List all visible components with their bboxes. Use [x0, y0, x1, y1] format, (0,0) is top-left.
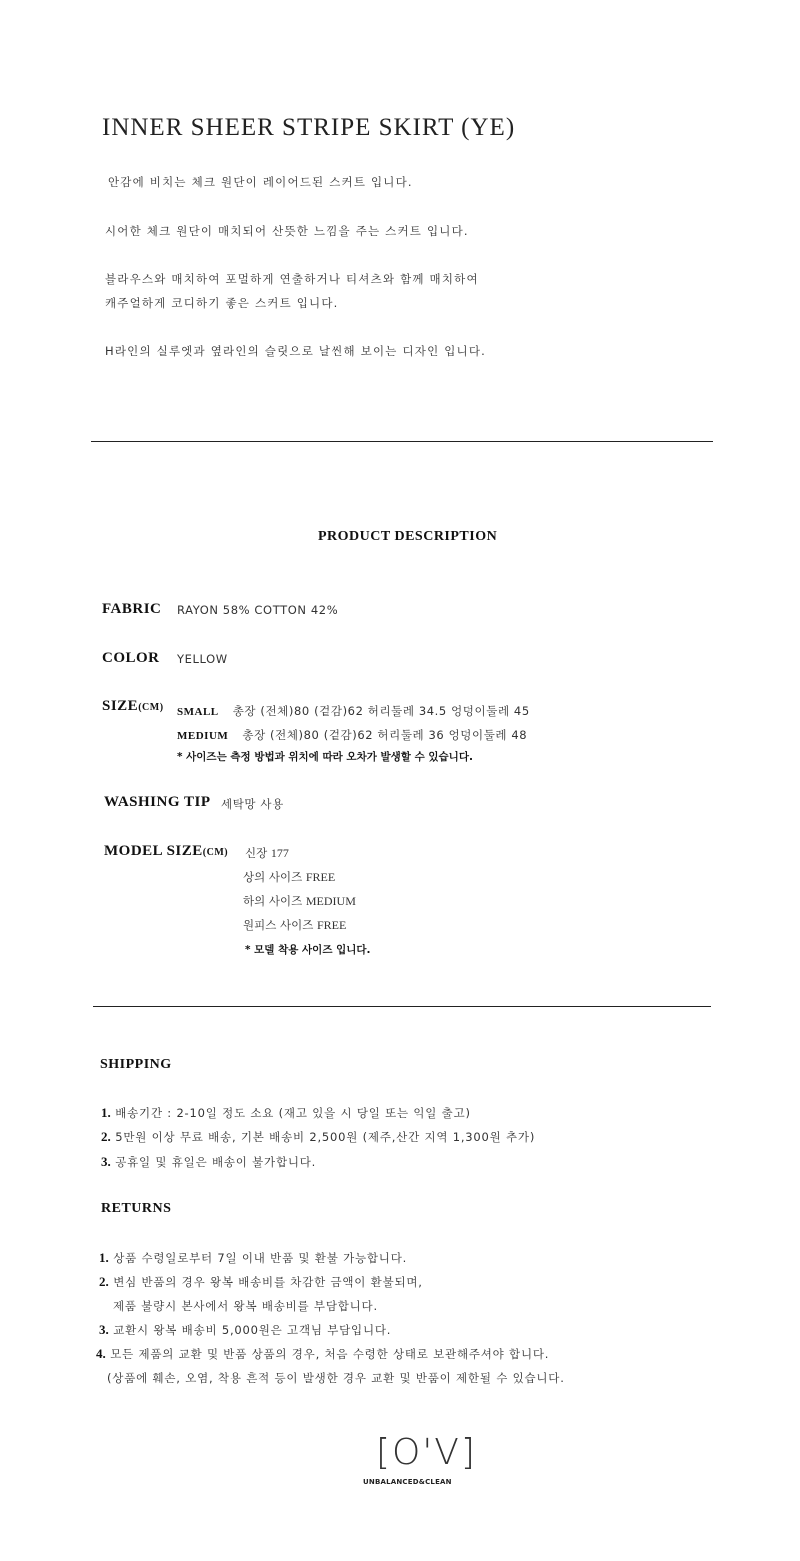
model-line-key: 상의 사이즈 [243, 870, 303, 884]
model-line-key: 하의 사이즈 [243, 894, 303, 908]
washing-value: 세탁망 사용 [221, 797, 284, 811]
list-number: 1. [99, 1250, 109, 1265]
list-text: 변심 반품의 경우 왕복 배송비를 차감한 금액이 환불되며, [113, 1275, 423, 1289]
color-label: COLOR [102, 650, 160, 666]
list-number: 2. [101, 1129, 111, 1144]
returns-item-2-cont [113, 1298, 378, 1314]
list-text: 제품 불량시 본사에서 왕복 배송비를 부담합니다. [113, 1299, 378, 1313]
model-line-onepiece [243, 917, 346, 933]
model-line-value: MEDIUM [305, 894, 356, 908]
returns-item-3 [99, 1322, 391, 1338]
size-unit: (CM) [138, 702, 164, 713]
shipping-item-1 [101, 1105, 471, 1121]
returns-item-1 [99, 1250, 407, 1266]
brand-tagline: UNBALANCED&CLEAN [363, 1478, 452, 1486]
size-row-medium [177, 724, 527, 743]
size-note: * 사이즈는 측정 방법과 위치에 따라 오차가 발생할 수 있습니다. [177, 751, 473, 763]
model-line-value: FREE [305, 870, 336, 884]
returns-item-2 [99, 1274, 423, 1290]
intro-line-2: 시어한 체크 원단이 매치되어 산뜻한 느낌을 주는 스커트 입니다. [105, 224, 469, 238]
list-text: (상품에 훼손, 오염, 착용 흔적 등이 발생한 경우 교환 및 반품이 제한될 수 있습니다. [107, 1371, 565, 1385]
intro-line-1: 안감에 비치는 체크 원단이 레이어드된 스커트 입니다. [108, 175, 413, 189]
model-line-value: FREE [316, 918, 347, 932]
returns-item-4-cont [107, 1370, 565, 1386]
shipping-item-3 [101, 1154, 316, 1170]
model-size-label [104, 843, 228, 860]
divider-bottom [93, 1006, 711, 1007]
list-number: 2. [99, 1274, 109, 1289]
list-text: 배송기간 : 2-10일 정도 소요 (재고 있을 시 당일 또는 익일 출고) [115, 1106, 471, 1120]
returns-item-4 [96, 1346, 549, 1362]
model-line-key: 원피스 사이즈 [243, 918, 314, 932]
intro-line-3: 블라우스와 매치하여 포멀하게 연출하거나 티셔츠와 함께 매치하여 [105, 272, 479, 286]
size-name: SMALL [177, 706, 219, 718]
size-row-small [177, 700, 530, 719]
returns-heading: RETURNS [101, 1201, 172, 1216]
model-line-key: 신장 [245, 846, 268, 860]
color-value: YELLOW [177, 652, 228, 666]
size-name: MEDIUM [177, 730, 229, 742]
model-size-unit: (CM) [202, 847, 229, 858]
model-line-value: 177 [270, 846, 289, 860]
list-number: 3. [101, 1154, 111, 1169]
model-note: * 모델 착용 사이즈 입니다. [245, 944, 371, 956]
intro-line-5: H라인의 실루엣과 옆라인의 슬릿으로 날씬해 보이는 디자인 입니다. [105, 344, 487, 358]
list-number: 4. [96, 1346, 106, 1361]
size-label [102, 698, 164, 715]
intro-line-4: 캐주얼하게 코디하기 좋은 스커트 입니다. [105, 296, 339, 310]
size-detail: 총장 (전체)80 (겉감)62 허리둘레 34.5 엉덩이둘레 45 [232, 704, 530, 718]
model-line-top [243, 869, 335, 885]
fabric-label: FABRIC [102, 601, 162, 617]
product-title: INNER SHEER STRIPE SKIRT (YE) [102, 114, 516, 141]
brand-logo: [O'V] [376, 1432, 477, 1473]
list-number: 1. [101, 1105, 111, 1120]
size-detail: 총장 (전체)80 (겉감)62 허리둘레 36 엉덩이둘레 48 [242, 728, 528, 742]
list-text: 교환시 왕복 배송비 5,000원은 고객님 부담입니다. [113, 1323, 392, 1337]
list-number: 3. [99, 1322, 109, 1337]
divider-top [91, 441, 713, 442]
list-text: 상품 수령일로부터 7일 이내 반품 및 환불 가능합니다. [113, 1251, 408, 1265]
fabric-value: RAYON 58% COTTON 42% [177, 603, 339, 617]
model-line-height [245, 845, 289, 861]
list-text: 모든 제품의 교환 및 반품 상품의 경우, 처음 수령한 상태로 보관해주셔야 합니다. [110, 1347, 550, 1361]
list-text: 5만원 이상 무료 배송, 기본 배송비 2,500원 (제주,산간 지역 1,300원 추가) [115, 1130, 536, 1144]
model-size-label-text: MODEL SIZE [104, 843, 203, 859]
model-line-bottom [243, 893, 356, 909]
description-heading: PRODUCT DESCRIPTION [318, 529, 498, 544]
list-text: 공휴일 및 휴일은 배송이 불가합니다. [115, 1155, 317, 1169]
size-label-text: SIZE [102, 698, 139, 714]
shipping-item-2 [101, 1129, 535, 1145]
washing-label: WASHING TIP [104, 794, 211, 810]
shipping-heading: SHIPPING [100, 1057, 172, 1072]
